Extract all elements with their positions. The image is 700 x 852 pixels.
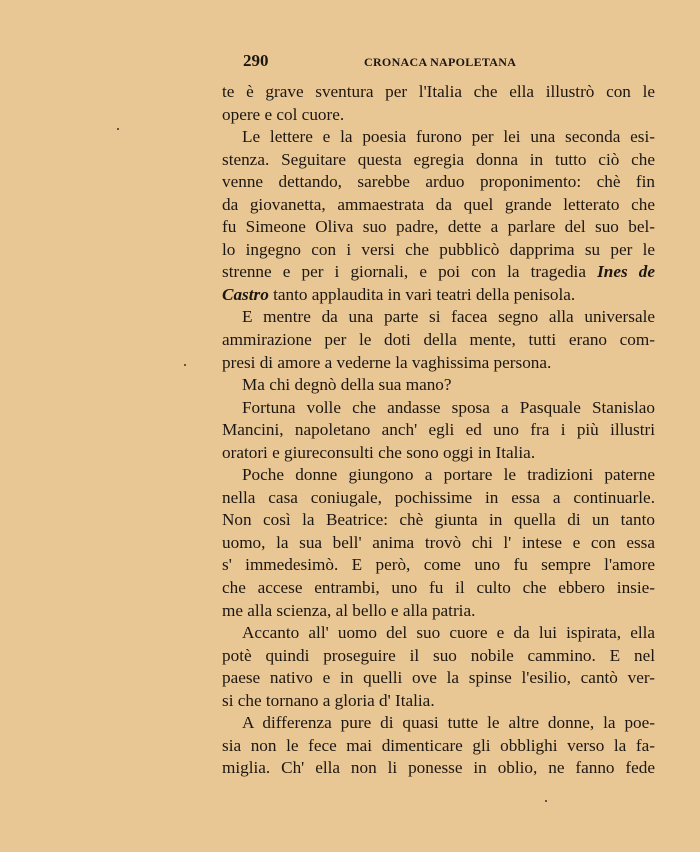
text-span: che accese entrambi, uno fu il culto che ebbero insie- <box>222 578 655 598</box>
text-span: fu Simeone Oliva suo padre, dette a parlare del suo bel- <box>222 217 655 237</box>
text-span: tanto applaudita in vari teatri della penisola. <box>268 284 576 304</box>
text-line <box>222 126 655 149</box>
text-span: Ma chi degnò della sua mano? <box>242 375 452 395</box>
text-line <box>222 171 655 194</box>
text-span: Le lettere e la poesia furono per lei una seconda esi- <box>242 127 655 147</box>
text-span: lo ingegno con i versi che pubblicò dapprima su per le <box>222 239 655 259</box>
text-line <box>222 600 655 623</box>
text-span: Accanto all' uomo del suo cuore e da lui ispirata, ella <box>242 623 655 643</box>
text-line <box>222 397 655 420</box>
scan-speck <box>545 800 547 802</box>
italic-title: Castro <box>222 284 269 304</box>
text-line <box>222 509 655 532</box>
text-line <box>222 352 655 375</box>
text-span: nella casa coniugale, pochissime in essa a continuarle. <box>222 487 655 507</box>
text-line <box>222 645 655 668</box>
text-span: Non così la Beatrice: chè giunta in quella di un tanto <box>222 510 655 530</box>
text-line <box>222 419 655 442</box>
text-line <box>222 622 655 645</box>
body-text <box>222 81 655 780</box>
text-span: ammirazione per le doti della mente, tutti erano com- <box>222 330 655 350</box>
text-line <box>222 667 655 690</box>
text-line <box>222 464 655 487</box>
text-span: miglia. Ch' ella non li ponesse in oblio, ne fanno fede <box>222 758 655 778</box>
text-span: Mancini, napoletano anch' egli ed uno fra i più illustri <box>222 420 655 440</box>
text-span: te è grave sventura per l'Italia che ella illustrò con le <box>222 82 655 101</box>
text-span: paese nativo e in quelli ove la spinse l'esilio, cantò ver- <box>222 668 655 688</box>
text-line <box>222 532 655 555</box>
text-span: Poche donne giungono a portare le tradizioni paterne <box>242 465 655 485</box>
text-span: me alla scienza, al bello e alla patria. <box>222 600 476 620</box>
text-line <box>222 261 655 284</box>
text-line <box>222 239 655 262</box>
text-span: Fortuna volle che andasse sposa a Pasquale Stanislao <box>242 397 655 417</box>
text-line <box>222 306 655 329</box>
text-span: da giovanetta, ammaestrata da quel grande letterato che <box>222 194 655 214</box>
text-span: presi di amore a vederne la vaghissima persona. <box>222 352 552 372</box>
text-line <box>222 284 655 307</box>
text-line <box>222 712 655 735</box>
text-line <box>222 442 655 465</box>
text-line <box>222 149 655 172</box>
text-span: opere e col cuore. <box>222 104 345 124</box>
running-title: CRONACA NAPOLETANA <box>364 55 517 69</box>
text-line <box>222 487 655 510</box>
text-line <box>222 735 655 758</box>
text-span: uomo, la sua bell' anima trovò chi l' intese e con essa <box>222 532 655 552</box>
text-span: venne dettando, sarebbe arduo proponimento: chè fin <box>222 172 655 192</box>
text-span: sia non le fece mai dimenticare gli obblighi verso la fa- <box>222 735 655 755</box>
page-number: 290 <box>243 51 269 70</box>
text-line <box>222 81 655 104</box>
text-span: A differenza pure di quasi tutte le altre donne, la poe- <box>242 713 655 733</box>
text-line <box>222 216 655 239</box>
text-span: si che tornano a gloria d' Italia. <box>222 690 435 710</box>
text-line <box>222 194 655 217</box>
text-line <box>222 577 655 600</box>
text-span: s' immedesimò. E però, come uno fu sempre l'amore <box>222 555 655 575</box>
text-line <box>222 757 655 780</box>
italic-title: Ines de <box>597 262 655 282</box>
text-line <box>222 554 655 577</box>
text-line <box>222 374 655 397</box>
text-span: E mentre da una parte si facea segno alla universale <box>242 307 655 327</box>
text-line <box>222 690 655 713</box>
scan-speck <box>117 128 119 130</box>
scan-speck <box>184 364 186 366</box>
text-span: oratori e giureconsulti che sono oggi in Italia. <box>222 442 536 462</box>
text-span: potè quindi proseguire il suo nobile cammino. E nel <box>222 645 655 665</box>
text-line <box>222 329 655 352</box>
text-span: stenza. Seguitare questa egregia donna in tutto ciò che <box>222 149 655 169</box>
text-line <box>222 104 655 127</box>
text-span: strenne e per i giornali, e poi con la tragedia <box>222 262 598 282</box>
